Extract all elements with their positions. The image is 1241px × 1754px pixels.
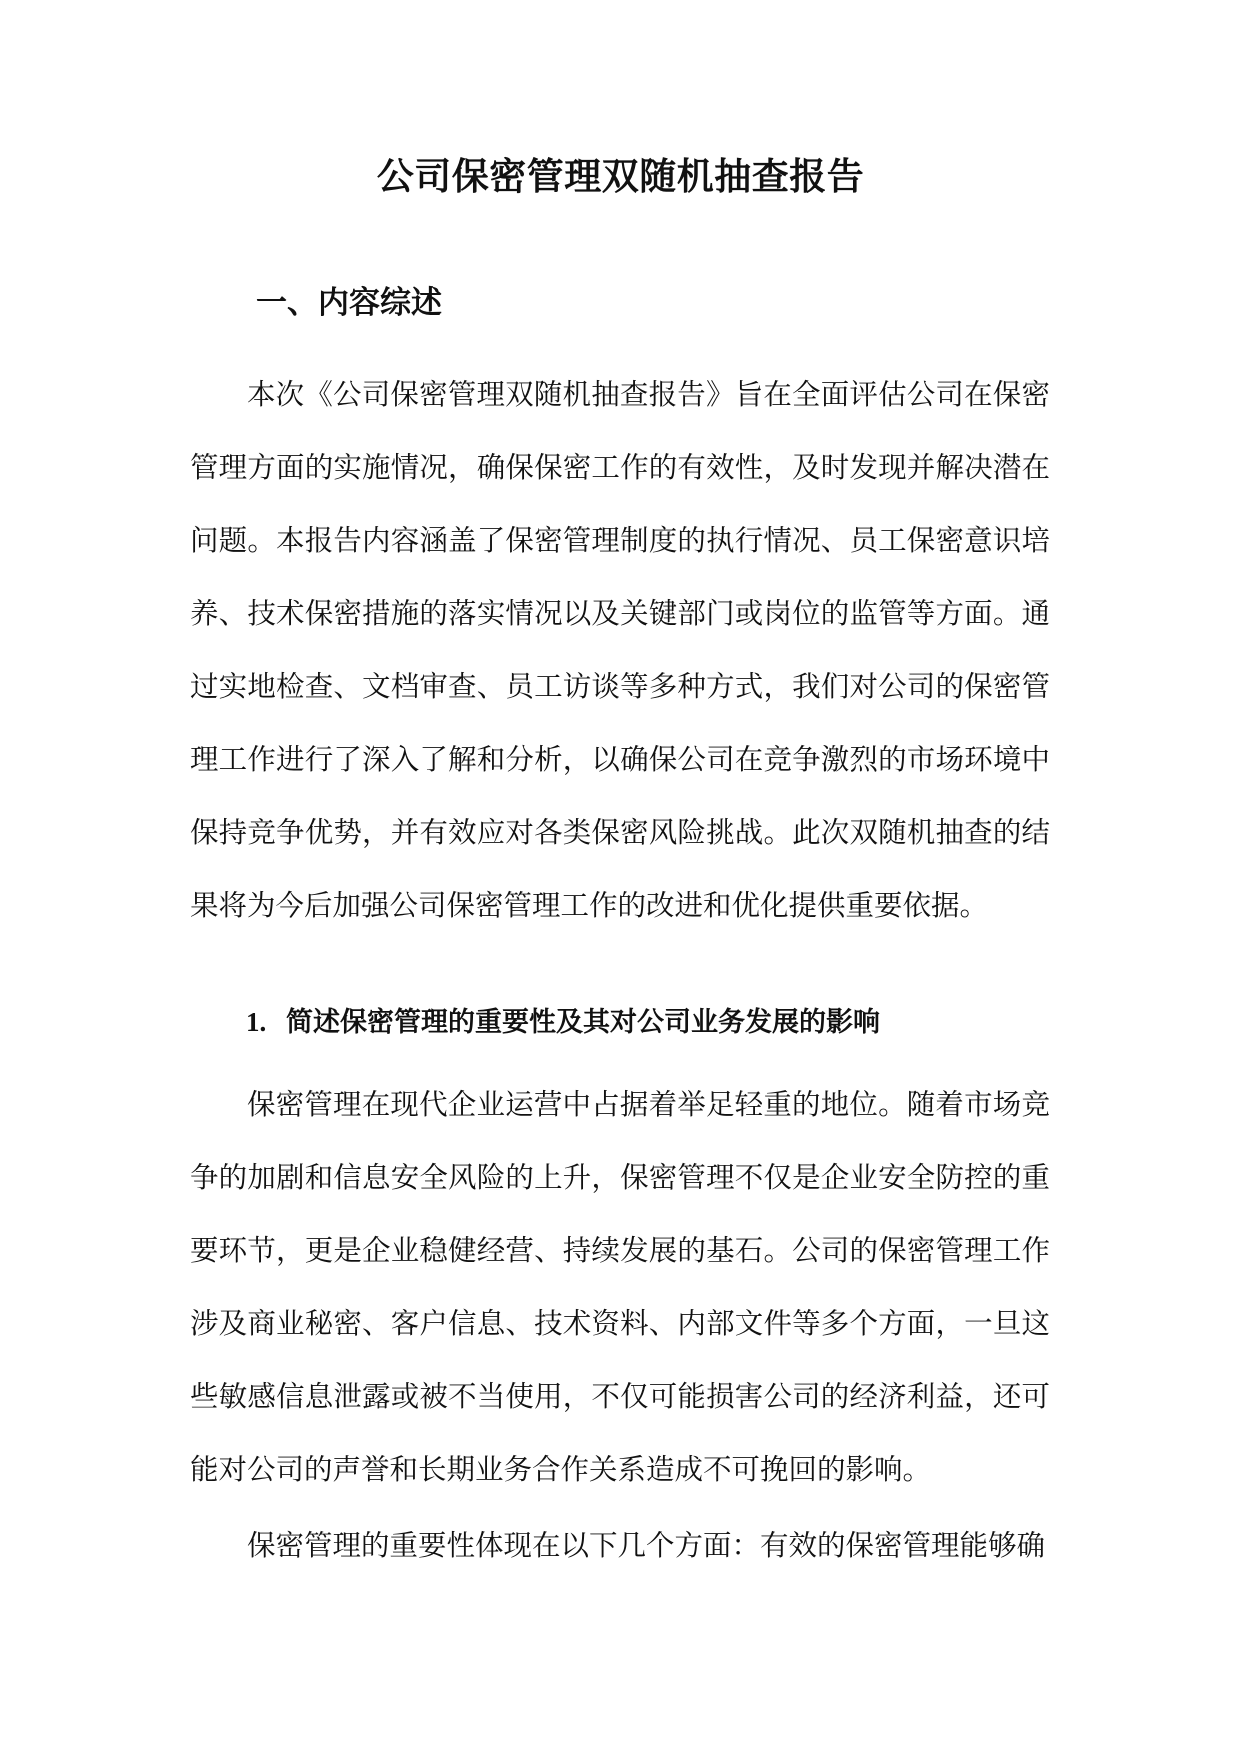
subsection-heading-text: 简述保密管理的重要性及其对公司业务发展的影响: [286, 1007, 880, 1038]
importance-paragraph-2: 保密管理的重要性体现在以下几个方面：有效的保密管理能够确: [247, 1529, 1046, 1562]
overview-paragraph: 本次《公司保密管理双随机抽查报告》旨在全面评估公司在保密管理方面的实施情况，确保保密工作的有效性，及时发现并解决潜在问题。本报告内容涵盖了保密管理制度的执行情况、员工保密意识培养、技术保密措施的落实情况以及关键部门或岗位的监管等方面。通过实地检查、文档审查、员工访谈等多种方式，我们对公司的保密管理工作进行了深入了解和分析，以确保公司在竞争激烈的市场环境中保持竞争优势，并有效应对各类保密风险挑战。此次双随机抽查的结果将为今后加强公司保密管理工作的改进和优化提供重要依据。: [190, 378, 1050, 922]
section-heading-overview: 一、内容综述: [256, 285, 442, 321]
importance-paragraph-1: 保密管理在现代企业运营中占据着举足轻重的地位。随着市场竞争的加剧和信息安全风险的上升，保密管理不仅是企业安全防控的重要环节，更是企业稳健经营、持续发展的基石。公司的保密管理工作涉及商业秘密、客户信息、技术资料、内部文件等多个方面，一旦这些敏感信息泄露或被不当使用，不仅可能损害公司的经济利益，还可能对公司的声誉和长期业务合作关系造成不可挽回的影响。: [190, 1088, 1050, 1486]
document-title: 公司保密管理双随机抽查报告: [376, 154, 865, 198]
subsection-number: 1.: [246, 1007, 267, 1037]
subsection-heading-importance: [246, 1000, 880, 1045]
